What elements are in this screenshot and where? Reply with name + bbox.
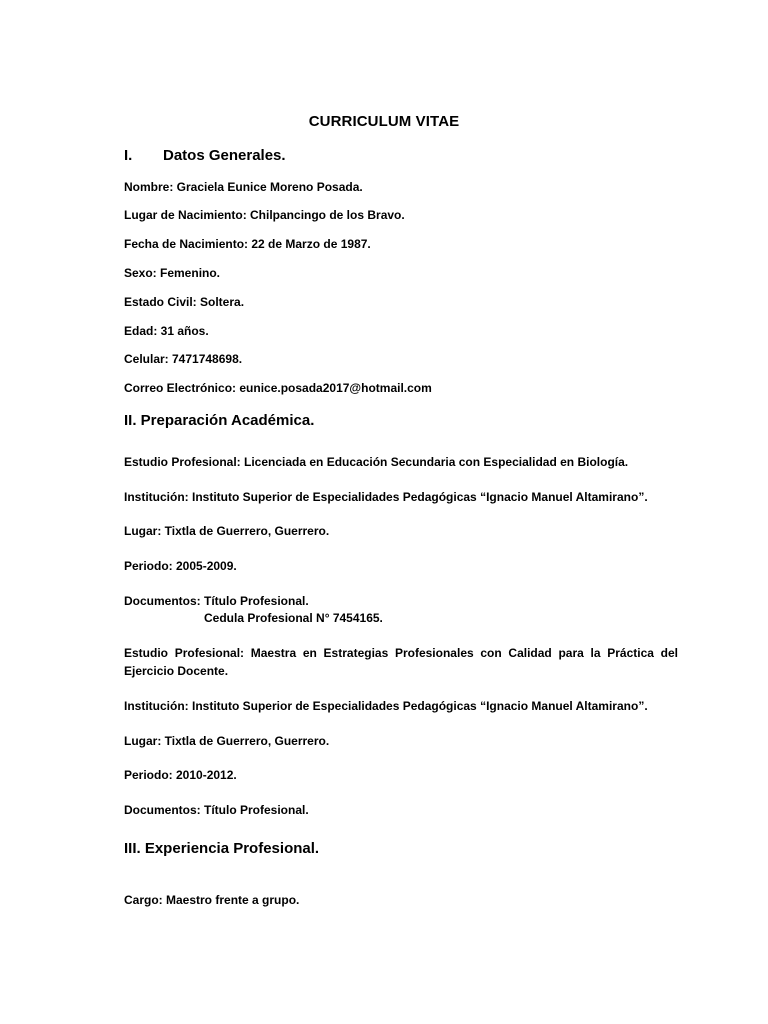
study1-lugar: Lugar: Tixtla de Guerrero, Guerrero. bbox=[124, 524, 330, 538]
section-heading-general: Datos Generales. bbox=[163, 147, 286, 164]
field-correo: Correo Electrónico: eunice.posada2017@hotmail.com bbox=[124, 381, 432, 395]
study2-estudio-line2: Ejercicio Docente. bbox=[124, 664, 229, 678]
section-number-general: I. bbox=[124, 147, 133, 164]
section-heading-academic: II. Preparación Académica. bbox=[124, 412, 315, 429]
field-celular: Celular: 7471748698. bbox=[124, 352, 243, 366]
field-fecha-nacimiento: Fecha de Nacimiento: 22 de Marzo de 1987. bbox=[124, 237, 371, 251]
study2-periodo: Periodo: 2010-2012. bbox=[124, 768, 237, 782]
study1-estudio: Estudio Profesional: Licenciada en Educación Secundaria con Especialidad en Biología. bbox=[124, 455, 629, 469]
study1-cedula: Cedula Profesional N° 7454165. bbox=[204, 611, 383, 625]
study2-lugar: Lugar: Tixtla de Guerrero, Guerrero. bbox=[124, 734, 330, 748]
document-title: CURRICULUM VITAE bbox=[308, 113, 460, 130]
study1-periodo: Periodo: 2005-2009. bbox=[124, 559, 237, 573]
field-sexo: Sexo: Femenino. bbox=[124, 266, 221, 280]
field-lugar-nacimiento: Lugar de Nacimiento: Chilpancingo de los Bravo. bbox=[124, 208, 405, 222]
section-heading-experience: III. Experiencia Profesional. bbox=[124, 840, 320, 857]
experience-cargo: Cargo: Maestro frente a grupo. bbox=[124, 893, 300, 907]
study2-documentos: Documentos: Título Profesional. bbox=[124, 803, 309, 817]
field-edad: Edad: 31 años. bbox=[124, 324, 209, 338]
field-nombre: Nombre: Graciela Eunice Moreno Posada. bbox=[124, 180, 363, 194]
study1-documentos: Documentos: Título Profesional. bbox=[124, 594, 309, 608]
study2-institucion: Institución: Instituto Superior de Especialidades Pedagógicas “Ignacio Manuel Altamirano”. bbox=[124, 699, 648, 713]
study2-estudio-line1: Estudio Profesional: Maestra en Estrategias Profesionales con Calidad para la Práctica del bbox=[124, 646, 678, 660]
study1-institucion: Institución: Instituto Superior de Especialidades Pedagógicas “Ignacio Manuel Altamirano”. bbox=[124, 490, 648, 504]
field-estado-civil: Estado Civil: Soltera. bbox=[124, 295, 245, 309]
